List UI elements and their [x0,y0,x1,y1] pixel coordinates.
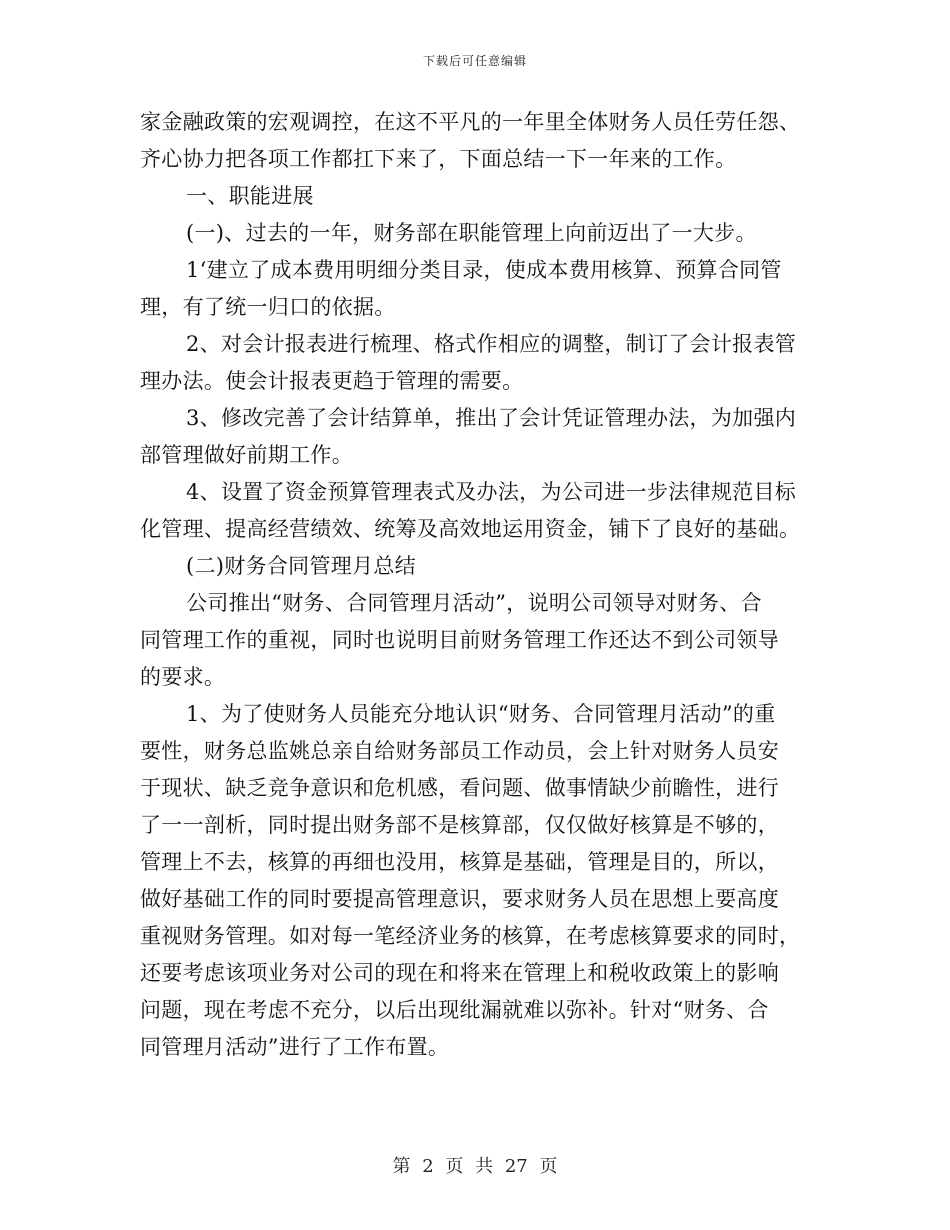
text-line: 家金融政策的宏观调控，在这不平凡的一年里全体财务人员任劳任怨、 [140,110,801,134]
page-header: 下载后可任意编辑 [422,54,527,68]
text-line: 还要考虑该项业务对公司的现在和将来在管理上和税收政策上的影响 [140,961,779,985]
text-line: (二)财务合同管理月总结 [186,554,416,578]
document-body [140,104,810,1066]
text-line: 部管理做好前期工作。 [140,443,353,467]
text-line: 4、设置了资金预算管理表式及办法，为公司进一步法律规范目标 [186,480,797,504]
text-line: (一)、过去的一年，财务部在职能管理上向前迈出了一大步。 [186,221,757,245]
text-line: 做好基础工作的同时要提高管理意识，要求财务人员在思想上要高度 [140,887,779,911]
text-line: 了一一剖析，同时提出财务部不是核算部，仅仅做好核算是不够的， [140,813,779,837]
text-line: 问题，现在考虑不充分，以后出现纰漏就难以弥补。针对“财务、合 [140,998,769,1022]
text-line: 重视财务管理。如对每一笔经济业务的核算，在考虑核算要求的同时， [140,924,801,948]
text-line: 1、为了使财务人员能充分地认识“财务、合同管理月活动”的重 [186,702,776,726]
text-line: 管理上不去，核算的再细也没用，核算是基础，管理是目的，所以， [140,850,779,874]
text-line: 同管理月活动”进行了工作布置。 [140,1035,450,1059]
text-line: 齐心协力把各项工作都扛下来了，下面总结一下一年来的工作。 [140,147,737,171]
text-line: 理，有了统一归口的依据。 [140,295,396,319]
text-line: 理办法。使会计报表更趋于管理的需要。 [140,369,524,393]
text-line: 于现状、缺乏竞争意识和危机感，看问题、做事情缺少前瞻性，进行 [140,776,779,800]
text-line: 一、职能进展 [186,184,314,208]
text-line: 2、对会计报表进行梳理、格式作相应的调整，制订了会计报表管 [186,332,797,356]
text-line: 同管理工作的重视，同时也说明目前财务管理工作还达不到公司领导 [140,628,779,652]
text-line: 3、修改完善了会计结算单，推出了会计凭证管理办法，为加强内 [186,406,797,430]
page-footer: 第 2 页 共 27 页 [392,1156,558,1177]
text-line: 1‘建立了成本费用明细分类目录，使成本费用核算、预算合同管 [186,258,782,282]
text-line: 化管理、提高经营绩效、统筹及高效地运用资金，铺下了良好的基础。 [140,517,801,541]
text-line: 公司推出“财务、合同管理月活动”，说明公司领导对财务、合 [186,591,762,615]
text-line: 的要求。 [140,665,226,689]
text-line: 要性，财务总监姚总亲自给财务部员工作动员，会上针对财务人员安 [140,739,779,763]
